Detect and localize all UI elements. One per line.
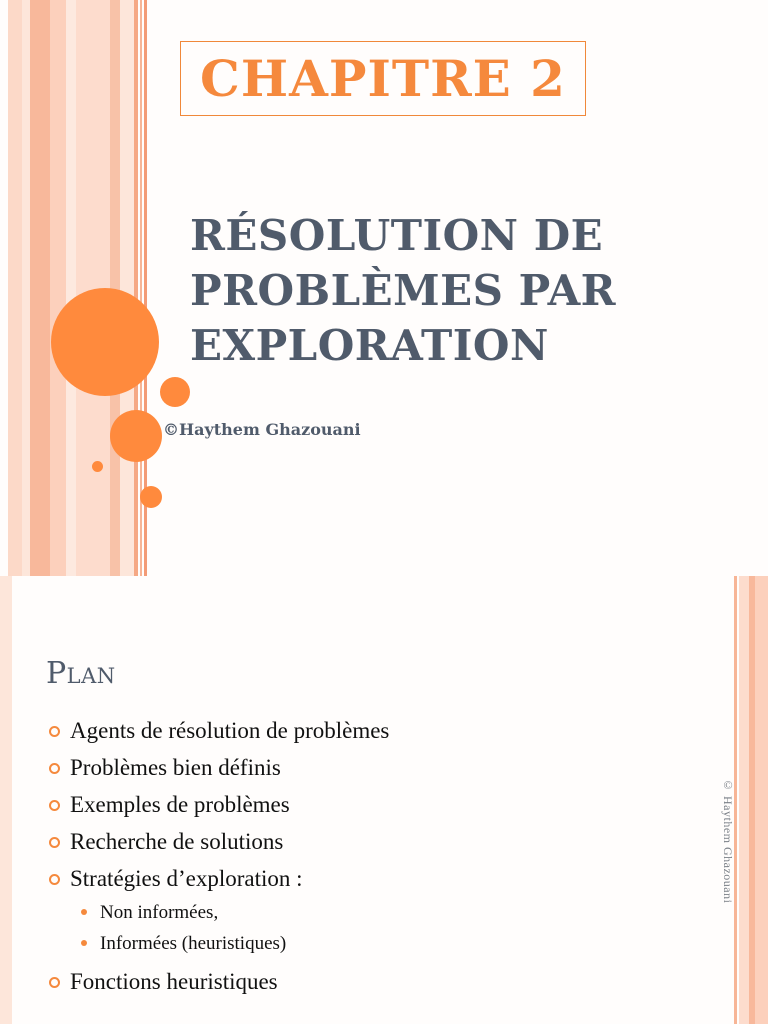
author-credit: ©Haythem Ghazouani (163, 420, 361, 439)
sub-list-item-text: Non informées, (100, 902, 219, 923)
large-orange-circle (51, 288, 159, 396)
title-line-2: PROBLÈMES PAR (190, 266, 617, 315)
plan-list (46, 712, 686, 1000)
small-orange-circle (160, 377, 190, 407)
ring-bullet-icon (49, 837, 60, 848)
decorative-stripes (8, 0, 148, 576)
vertical-copyright: © Haythem Ghazouani (721, 778, 735, 904)
slide-title (190, 208, 750, 373)
list-item-text: Fonctions heuristiques (70, 969, 278, 994)
plan-heading: Plan (46, 656, 116, 691)
tiny-orange-circle (92, 461, 103, 472)
list-item (46, 963, 686, 1000)
sub-list-item (46, 897, 686, 928)
ring-bullet-icon (49, 726, 60, 737)
medium-orange-circle (110, 410, 162, 462)
list-item (46, 860, 686, 897)
ring-bullet-icon (49, 763, 60, 774)
ring-bullet-icon (49, 874, 60, 885)
list-item-text: Stratégies d’exploration : (70, 866, 303, 891)
list-item (46, 712, 686, 749)
chapter-box (180, 41, 586, 116)
list-item-text: Recherche de solutions (70, 829, 284, 854)
ring-bullet-icon (49, 800, 60, 811)
title-line-1: RÉSOLUTION DE (190, 211, 604, 260)
sub-list-item (46, 928, 686, 959)
ring-bullet-icon (49, 977, 60, 988)
list-item-text: Problèmes bien définis (70, 755, 281, 780)
title-line-3: EXPLORATION (190, 321, 549, 370)
small-orange-circle-lower (140, 486, 162, 508)
plan-slide (0, 576, 768, 1024)
dot-bullet-icon (81, 940, 87, 946)
dot-bullet-icon (81, 909, 87, 915)
chapter-label: CHAPITRE 2 (200, 48, 566, 108)
list-item (46, 823, 686, 860)
list-item (46, 749, 686, 786)
list-item-text: Agents de résolution de problèmes (70, 718, 390, 743)
list-item-text: Exemples de problèmes (70, 792, 290, 817)
sub-list-item-text: Informées (heuristiques) (100, 933, 287, 954)
list-item (46, 786, 686, 823)
